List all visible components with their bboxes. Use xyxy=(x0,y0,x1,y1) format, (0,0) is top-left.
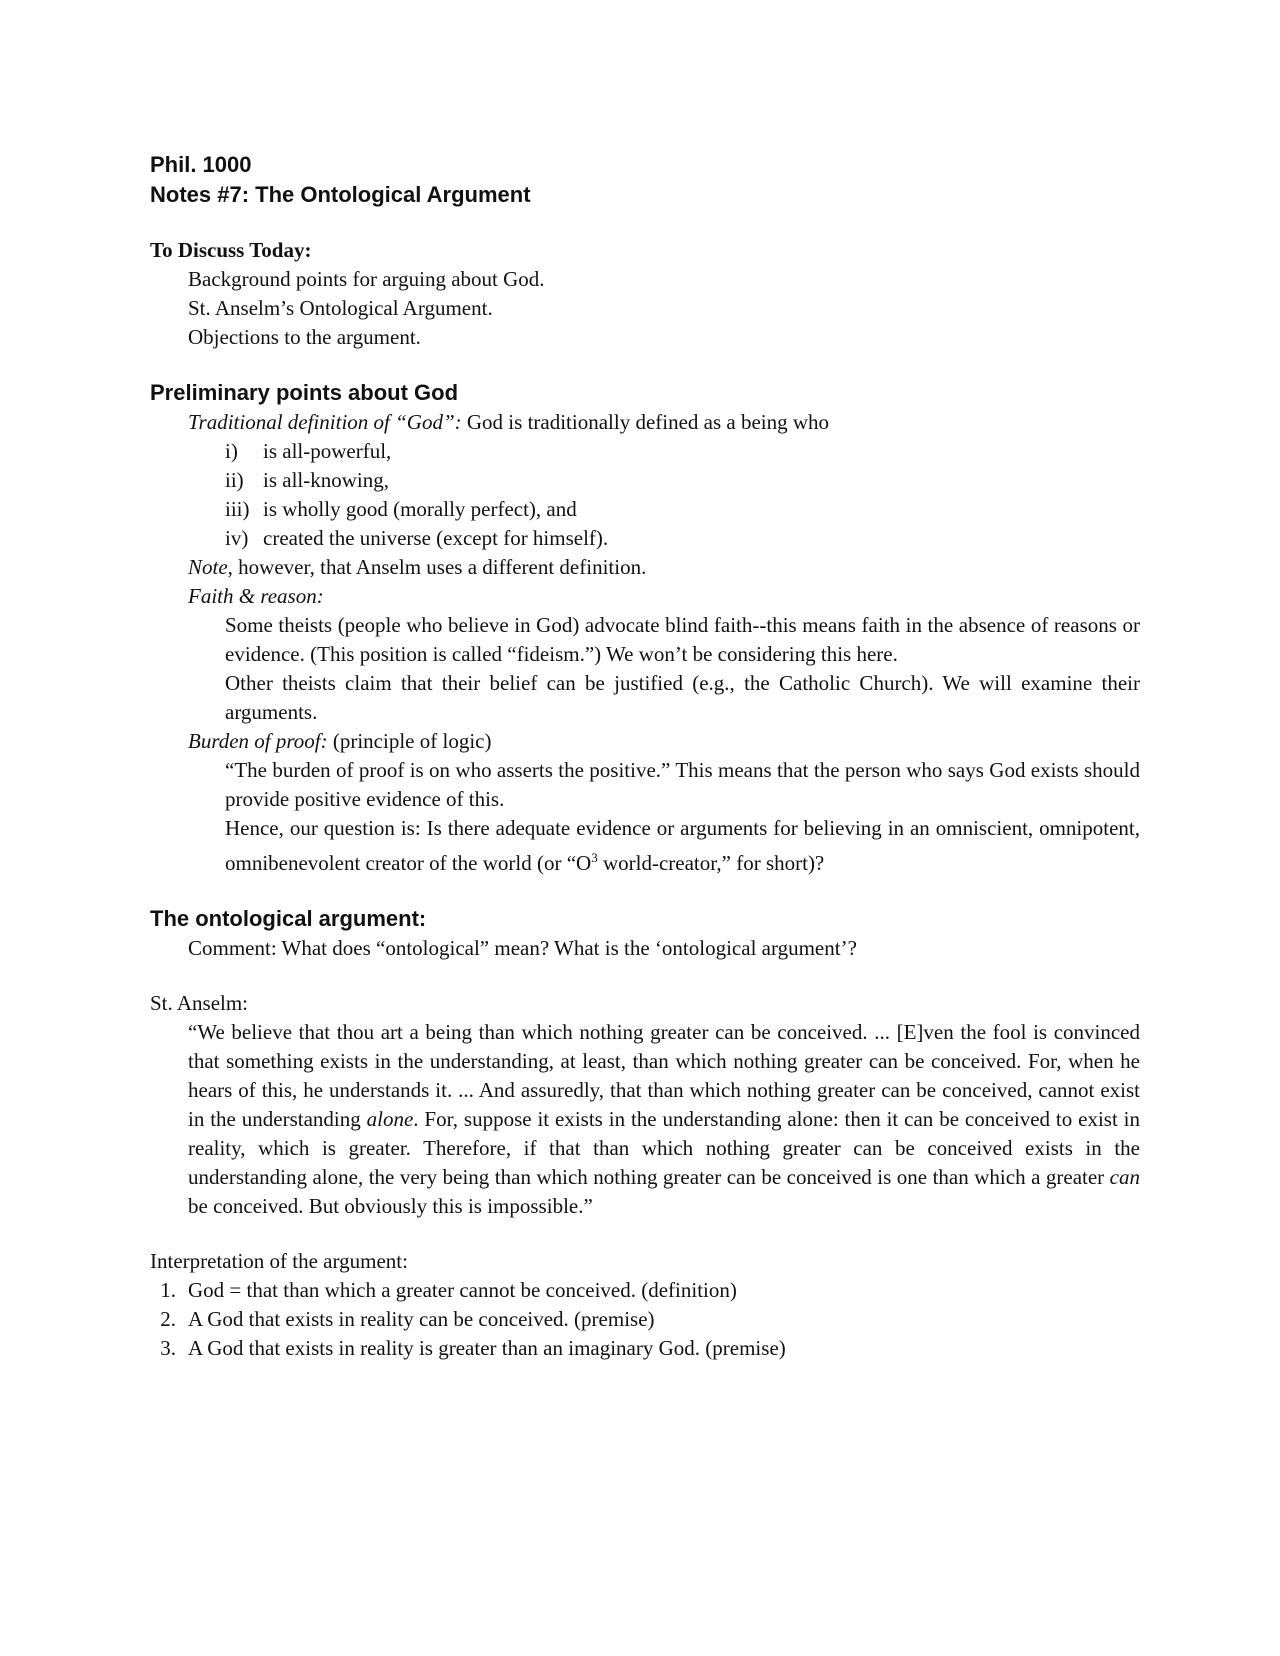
list-item: 1. God = that than which a greater cannot be conceived. (definition) xyxy=(160,1278,737,1302)
anselm-label: St. Anselm: xyxy=(150,991,249,1015)
definition-label: Traditional definition of “God”: xyxy=(188,410,462,434)
list-item: 2. A God that exists in reality can be conceived. (premise) xyxy=(160,1307,655,1331)
attribute-list xyxy=(150,437,1140,553)
discuss-heading: To Discuss Today: xyxy=(150,238,312,262)
faith-label: Faith & reason: xyxy=(188,584,324,608)
note-label: Note xyxy=(188,555,228,579)
interpretation-label: Interpretation of the argument: xyxy=(150,1249,408,1273)
burden-paragraph: Hence, our question is: Is there adequate evidence or arguments for believing in an omniscient, omnipotent, omnibenevolent creator of the world (or “$O^3$ world-creator,” for short)? xyxy=(225,816,1140,875)
ontological-comment: Comment: What does “ontological” mean? What is the ‘ontological argument’? xyxy=(188,936,857,960)
faith-paragraph: Other theists claim that their belief can be justified (e.g., the Catholic Church). We will examine their arguments. xyxy=(225,671,1140,724)
list-item: ii) is all-knowing, xyxy=(225,468,389,492)
discuss-item: St. Anselm’s Ontological Argument. xyxy=(188,296,493,320)
discuss-item: Background points for arguing about God. xyxy=(188,267,545,291)
note-line: Note, however, that Anselm uses a different definition. xyxy=(188,555,647,579)
argument-steps xyxy=(150,1276,1140,1363)
anselm-quote: “We believe that thou art a being than which nothing greater can be conceived. ... [E]ven the fool is convinced that something exists in the understanding, at least, than which nothing greater can be conceived. For, when he hears of this, he understands it. ... And assuredly, that than which nothing greater can be conceived, cannot exist in the understanding alone. For, suppose it exists in the understanding alone: then it can be conceived to exist in reality, which is greater. Therefore, if that than which nothing greater can be conceived exists in the understanding alone, the very being than which nothing greater can be conceived is one than which a greater can be conceived. But obviously this is impossible.” xyxy=(188,1020,1141,1218)
discuss-item: Objections to the argument. xyxy=(188,325,421,349)
faith-paragraph: Some theists (people who believe in God) advocate blind faith--this means faith in the absence of reasons or evidence. (This position is called “fideism.”) We won’t be considering this here. xyxy=(225,613,1140,666)
definition-text: God is traditionally defined as a being who xyxy=(461,410,830,434)
list-item: iii) is wholly good (morally perfect), and xyxy=(225,497,577,521)
list-item: 3. A God that exists in reality is greater than an imaginary God. (premise) xyxy=(160,1336,786,1360)
document-page xyxy=(150,150,1140,1363)
list-item: i) is all-powerful, xyxy=(225,439,392,463)
burden-label: Burden of proof: xyxy=(188,729,328,753)
list-item: iv) created the universe (except for himself). xyxy=(225,526,609,550)
prelim-heading: Preliminary points about God xyxy=(150,380,459,405)
burden-line: Burden of proof: (principle of logic) xyxy=(188,729,492,753)
definition-line xyxy=(150,408,1140,437)
ontological-heading: The ontological argument: xyxy=(150,906,427,931)
notes-title: Notes #7: The Ontological Argument xyxy=(150,182,531,207)
course-number: Phil. 1000 xyxy=(150,152,252,177)
burden-paragraph: “The burden of proof is on who asserts the positive.” This means that the person who says God exists should provide positive evidence of this. xyxy=(225,758,1140,811)
